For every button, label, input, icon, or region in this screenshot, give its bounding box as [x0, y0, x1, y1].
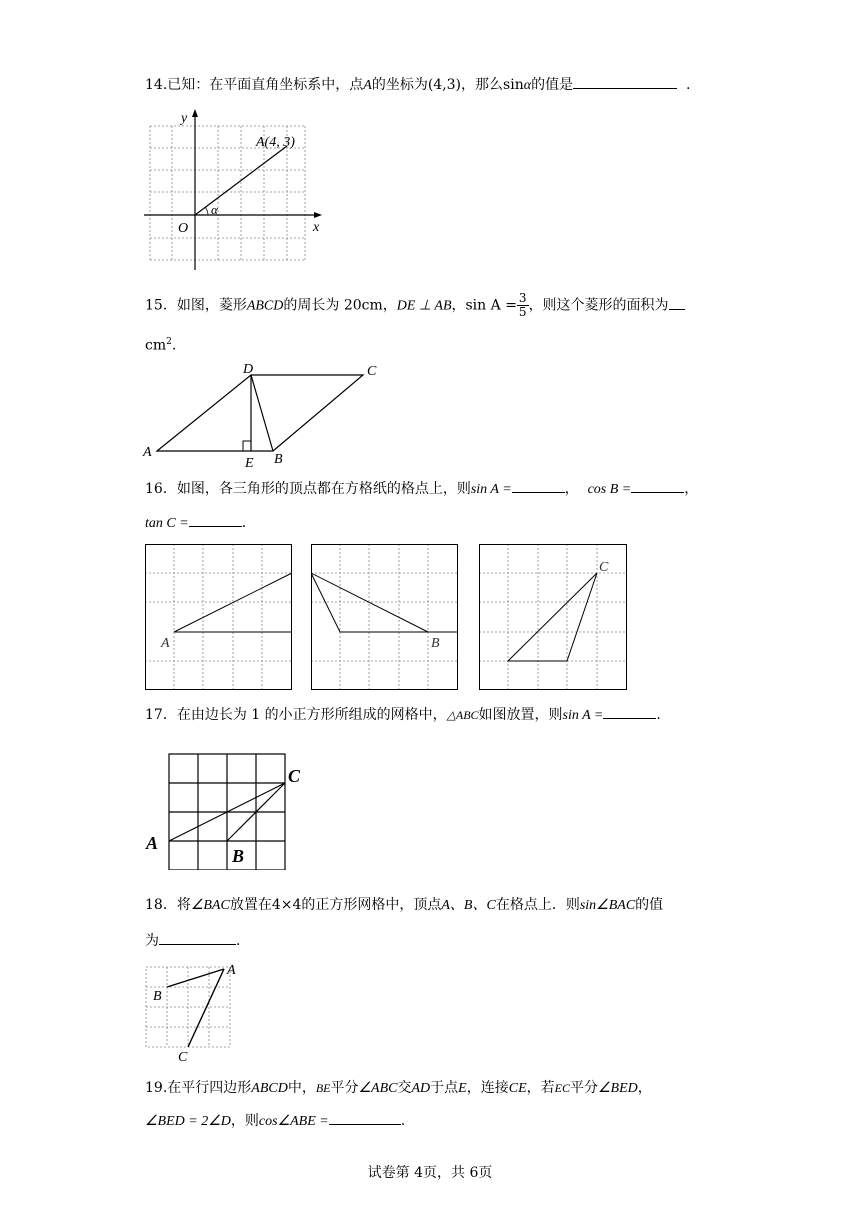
- label-e: E: [245, 456, 254, 471]
- q14-end: .: [685, 77, 691, 93]
- label-c: C: [288, 766, 301, 786]
- q15-number: 15．: [145, 297, 177, 314]
- q15-end: .: [171, 337, 177, 354]
- q18-end: .: [236, 933, 241, 949]
- q18-grid-size: 4×4: [271, 897, 302, 913]
- q14-alpha: α: [523, 78, 532, 93]
- q18-answer-blank[interactable]: [159, 930, 236, 945]
- q19-ad: AD: [411, 1081, 431, 1096]
- q16-text-line2: [145, 512, 246, 534]
- q19-angle-bed: ∠BED: [597, 1081, 638, 1096]
- q17-end: .: [656, 707, 661, 723]
- q19-equation: ∠BED = 2∠D: [145, 1114, 231, 1129]
- q17-text-1: 在由边长为 1 的小正方形所组成的网格中，: [176, 707, 447, 723]
- q16-text-1: 如图，各三角形的顶点都在方格纸的格点上，则: [176, 481, 471, 497]
- q17-grid-figure: [140, 750, 310, 870]
- label-a: A: [146, 833, 159, 853]
- grid-b-label: B: [431, 636, 440, 651]
- q19-number: 19.: [145, 1080, 168, 1096]
- q14-point-a: A: [363, 78, 372, 93]
- q19-end: .: [400, 1113, 406, 1129]
- q16-blank-tan[interactable]: [189, 512, 242, 527]
- q18-text: [145, 895, 663, 916]
- grid-c-label: C: [599, 560, 609, 575]
- q14-text-2: 的坐标为: [371, 77, 428, 93]
- alpha-label: α: [211, 202, 218, 217]
- q15-text-4: ，则这个菱形的面积为: [528, 297, 669, 314]
- q15-answer-blank[interactable]: [669, 295, 685, 310]
- q16-number: 16．: [145, 481, 177, 497]
- origin-label: O: [178, 221, 189, 236]
- page-footer: 试卷第 4页，共 6页: [367, 1165, 493, 1181]
- label-a: A: [227, 963, 236, 978]
- q18-angle-bac: ∠BAC: [190, 898, 230, 913]
- q19-text-9: ，: [637, 1080, 652, 1096]
- q14-coord: (4,3): [427, 77, 462, 93]
- q16-cos-b: cos B =: [587, 482, 632, 497]
- q19-text-2: 中，: [287, 1080, 316, 1096]
- q17-text-2: 如图放置，则: [478, 707, 563, 723]
- q14-text: [145, 74, 690, 96]
- q19-text-5: 于点: [430, 1080, 459, 1096]
- right-angle-mark: [243, 441, 251, 451]
- q16-sep-1: ，: [564, 481, 579, 497]
- q16-end: .: [241, 515, 247, 531]
- label-b: B: [153, 989, 162, 1004]
- q14-answer-blank[interactable]: [573, 74, 677, 89]
- q16-grid-a: [145, 544, 293, 691]
- q19-e: E: [458, 1081, 467, 1096]
- q15-frac-num: 3: [518, 291, 527, 305]
- x-label: x: [313, 220, 320, 235]
- q19-text-7: ，若: [526, 1080, 555, 1096]
- q18-text-5: 的值: [635, 897, 664, 913]
- q16-sin-a: sin A =: [470, 482, 512, 497]
- q14-number: 14.: [145, 77, 168, 93]
- q15-text-3: ，: [451, 297, 466, 314]
- label-b: B: [232, 846, 245, 866]
- label-c: C: [367, 364, 377, 379]
- label-d: D: [243, 362, 254, 377]
- q19-cos-abe: cos∠ABE =: [258, 1114, 329, 1129]
- q17-answer-blank[interactable]: [603, 704, 656, 719]
- q16-grid-c: [479, 544, 629, 691]
- q15-text-2: 的周长为 20cm，: [283, 297, 397, 314]
- label-a: A: [143, 445, 152, 460]
- q19-ec: EC: [554, 1081, 570, 1095]
- q18-grid-figure: [140, 960, 250, 1064]
- label-c: C: [178, 1050, 188, 1064]
- q15-text: [145, 292, 685, 320]
- q18-points: A、B、C: [441, 898, 496, 913]
- q18-number: 18．: [145, 897, 177, 913]
- q16-tan-c: tan C =: [145, 516, 189, 531]
- q15-frac-den: 5: [518, 305, 527, 319]
- q19-text-10: ，则: [230, 1113, 259, 1129]
- q19-text: [145, 1078, 652, 1099]
- q19-answer-blank[interactable]: [329, 1110, 401, 1125]
- q17-sin-a: sin A =: [562, 708, 604, 723]
- q16-grid-b: [311, 544, 459, 691]
- label-b: B: [274, 452, 283, 467]
- q15-de-perp-ab: DE ⊥ AB: [396, 298, 452, 314]
- q19-abcd: ABCD: [251, 1081, 288, 1096]
- q18-text-6: 为: [145, 933, 159, 949]
- q17-text: [145, 704, 661, 726]
- point-a-label: A(4, 3): [256, 135, 295, 150]
- q19-text-8: 平分: [569, 1080, 598, 1096]
- q18-text-1: 将: [176, 897, 191, 913]
- y-label: y: [181, 111, 188, 126]
- q14-text-1: 已知：在平面直角坐标系中，点: [167, 77, 364, 93]
- q19-text-6: ，连接: [466, 1080, 509, 1096]
- q19-text-1: 在平行四边形: [167, 1080, 252, 1096]
- q18-text-3: 的正方形网格中，顶点: [301, 897, 442, 913]
- grid-a-label: A: [161, 636, 170, 651]
- q16-sep-2: ，: [684, 481, 699, 497]
- segment-oa: [195, 146, 287, 215]
- q15-fraction: [517, 292, 529, 319]
- q19-be: BE: [315, 1081, 331, 1095]
- q15-sin-a: sin A =: [465, 297, 517, 314]
- q15-text-1: 如图，菱形: [176, 297, 247, 314]
- q18-text-line2: [145, 930, 240, 951]
- q19-text-4: 交: [397, 1080, 412, 1096]
- q15-unit-line: [145, 332, 176, 356]
- q19-angle-abc: ∠ABC: [358, 1081, 398, 1096]
- angle-arc: [205, 207, 208, 215]
- q16-blank-cos[interactable]: [631, 478, 684, 493]
- q14-sin: sin: [503, 77, 524, 93]
- q18-text-2: 放置在: [229, 897, 272, 913]
- q16-blank-sin[interactable]: [512, 478, 565, 493]
- q15-rhombus-figure: [140, 358, 390, 473]
- q15-abcd: ABCD: [246, 298, 284, 314]
- q17-triangle-abc: △ABC: [446, 708, 479, 722]
- q18-text-4: 在格点上．则: [495, 897, 580, 913]
- q15-unit: cm: [145, 337, 167, 354]
- q16-text: [145, 478, 698, 500]
- segment-db: [251, 375, 273, 451]
- q19-text-3: 平分: [330, 1080, 359, 1096]
- q14-coordinate-figure: [140, 104, 330, 274]
- q19-ce: CE: [508, 1081, 527, 1096]
- q14-text-4: 的值是: [531, 77, 574, 93]
- q15-unit-sup: 2: [166, 337, 172, 347]
- q14-text-3: ，那么: [461, 77, 504, 93]
- q18-sin-bac: sin∠BAC: [579, 898, 636, 913]
- q17-number: 17．: [145, 707, 177, 723]
- q19-text-line2: [145, 1110, 405, 1132]
- rhombus-abcd: [157, 375, 363, 451]
